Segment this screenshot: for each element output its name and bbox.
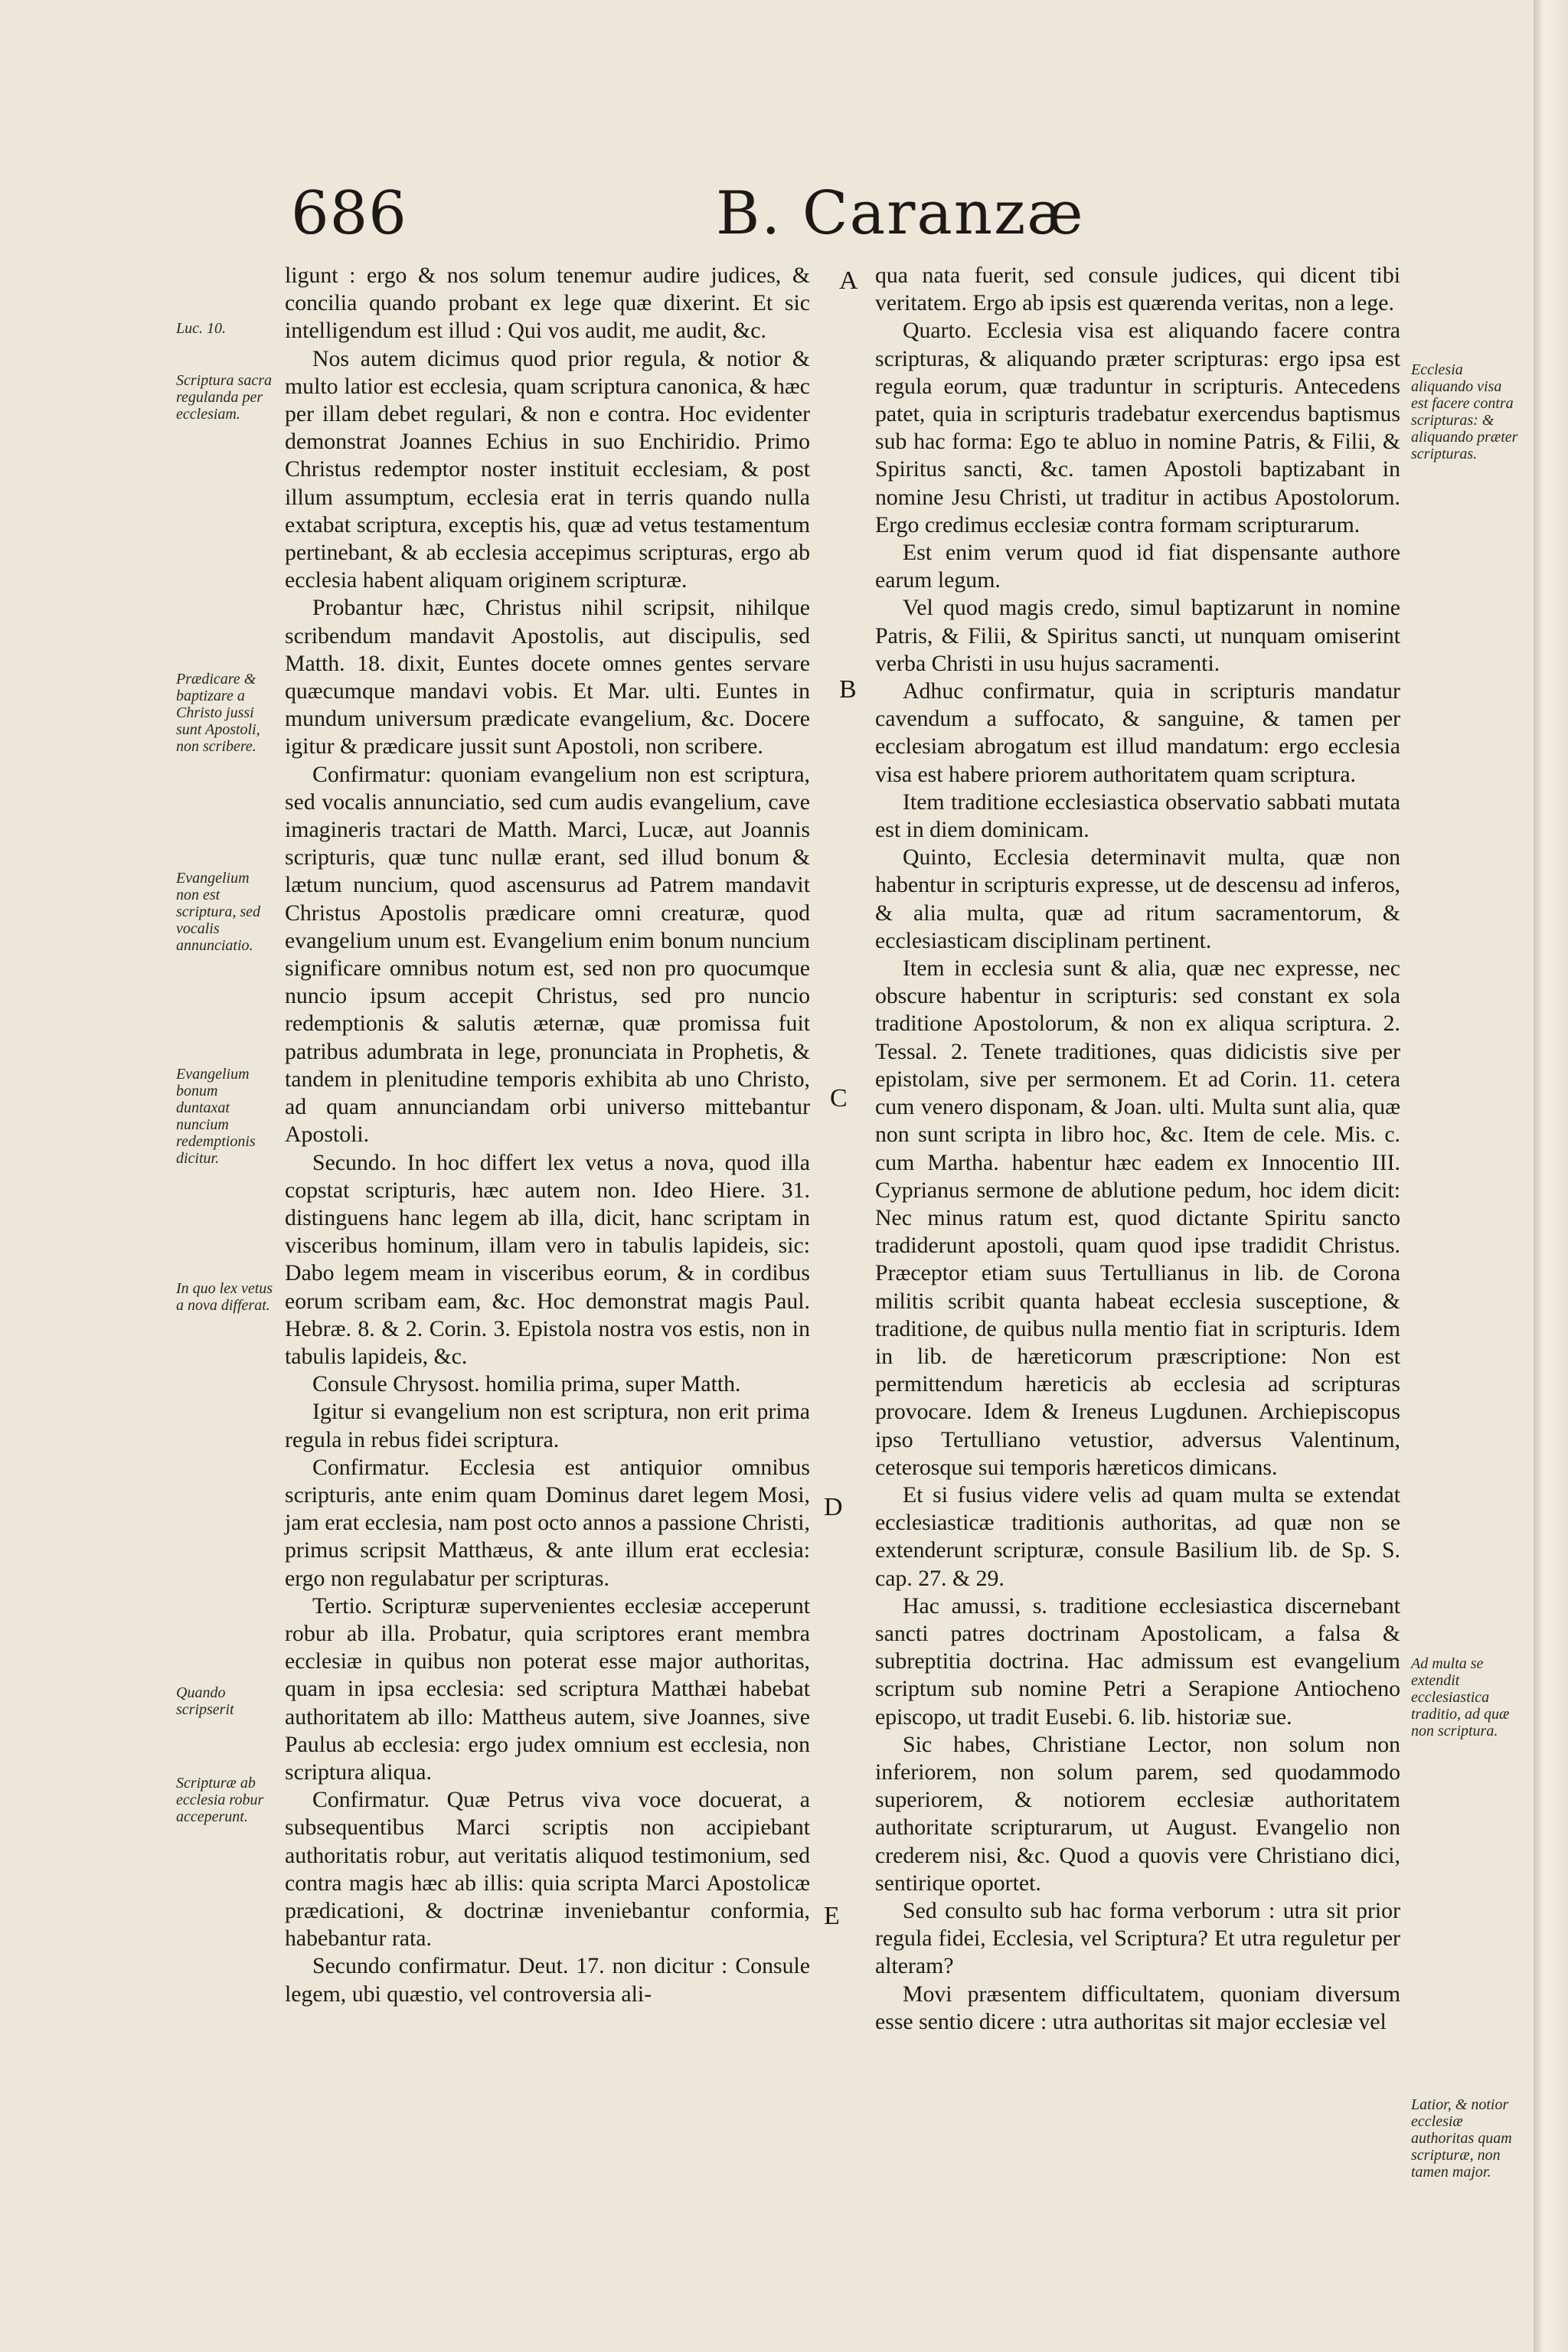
- paragraph: ligunt : ergo & nos solum tenemur audire judices, & concilia quando probant ex lege quæ dixerint. Et sic intelligendum est illud : Qui vos audit, me audit, &c.: [285, 263, 810, 344]
- paragraph: Sed consulto sub hac forma verborum : utra sit prior regula fidei, Ecclesia, vel Scriptura? Et utra reguletur per alteram?: [875, 1897, 1400, 1979]
- section-letter-a: A: [839, 266, 858, 295]
- margin-note: Ad multa se extendit ecclesiastica traditio, ad quæ non scriptura.: [1411, 1655, 1510, 1740]
- margin-note: Evangelium non est scriptura, sed vocalis annunciatio.: [176, 870, 260, 954]
- section-letter-b: B: [839, 675, 857, 704]
- paragraph: Igitur si evangelium non est scriptura, non erit prima regula in rebus fidei scriptura.: [285, 1399, 810, 1452]
- paragraph: qua nata fuerit, sed consule judices, qui dicent tibi veritatem. Ergo ab ipsis est quærenda veritas, non a lege.: [875, 263, 1400, 316]
- paragraph: Confirmatur. Quæ Petrus viva voce docuerat, a subsequentibus Marci scriptis non accipiebant authoritatis robur, aut veritatis aliquod testimonium, sed contra magis hæc ab illis: quia scripta Marci Apostolicæ prædicationi, & doctrinæ inveniebantur conformia, habebantur rata.: [285, 1787, 810, 1952]
- running-head: B. Caranzæ: [716, 179, 1085, 248]
- margin-note: Quando scripserit: [176, 1684, 234, 1718]
- margin-note: In quo lex vetus a nova differat.: [176, 1280, 273, 1314]
- section-letter-c: C: [830, 1084, 848, 1112]
- paragraph: Adhuc confirmatur, quia in scripturis mandatur cavendum a suffocato, & sanguine, & tamen per ecclesiam abrogatum est illud mandatum: ergo ecclesia visa est habere priorem authoritatem quam scriptura.: [875, 678, 1400, 787]
- paragraph: Item in ecclesia sunt & alia, quæ nec expresse, nec obscure habentur in scripturis: sed constant ex sola traditione Apostolorum, & non ex aliqua scriptura. 2. Tessal. 2. Tenete traditiones, quas didicistis sive per epistolam, sive per sermonem. Et ad Corin. 11. cetera cum venero disponam, & Joan. ulti. Multa sunt alia, quæ non sunt scripta in libro hoc, &c. Item de cele. Mis. c. cum Martha. habentur hæc eadem ex Innocentio III. Cyprianus sermone de ablutione pedum, hoc idem dicit: Nec minus ratum est, quod dictante Spiritu sancto tradiderunt apostoli, quam quod ipse tradidit Christus. Præceptor etiam suus Tertullianus in lib. de Corona militis scribit quanta habeat ecclesia susceptione, & traditione, de quibus nulla mentio fiat in scripturis. Idem in lib. de hæreticorum præscriptione: Non est permittendum hæreticis ab ecclesia ad scripturas provocare. Idem & Ireneus Lugdunen. Archiepiscopus ipso Tertulliano vetustior, adversus Valentinum, ceterosque sui temporis hæreticos dimicans.: [875, 956, 1400, 1480]
- margin-note: Prædicare & baptizare a Christo jussi sunt Apostoli, non scribere.: [176, 671, 260, 755]
- margin-note: Scriptura sacra regulanda per ecclesiam.: [176, 372, 272, 423]
- paragraph: Secundo confirmatur. Deut. 17. non dicitur : Consule legem, ubi quæstio, vel controversia ali-: [285, 1953, 810, 2007]
- margin-note: Evangelium bonum duntaxat nuncium redemptionis dicitur.: [176, 1066, 256, 1167]
- paragraph: Confirmatur. Ecclesia est antiquior omnibus scripturis, ante enim quam Dominus daret legem Mosi, jam erat ecclesia, nam post octo annos a passione Christi, primus scripsit Matthæus, & ante illum erat ecclesia: ergo non regulabatur per scripturas.: [285, 1454, 810, 1591]
- paragraph: Item traditione ecclesiastica observatio sabbati mutata est in diem dominicam.: [875, 789, 1400, 843]
- margin-note: Luc. 10.: [176, 320, 226, 337]
- margin-note: Ecclesia aliquando visa est facere contra scripturas: & aliquando præter scripturas.: [1411, 361, 1518, 462]
- paragraph: Probantur hæc, Christus nihil scripsit, nihilque scribendum mandavit Apostolis, aut discipulis, sed Matth. 18. dixit, Euntes docete omnes gentes servare quæcumque mandavi vobis. Et Mar. ulti. Euntes in mundum universum prædicate evangelium, &c. Docere igitur & prædicare jussit sunt Apostoli, non scribere.: [285, 595, 810, 760]
- page-number: 686: [291, 179, 407, 248]
- section-letter-d: D: [824, 1493, 843, 1521]
- margin-note: Latior, & notior ecclesiæ authoritas quam scripturæ, non tamen major.: [1411, 2096, 1512, 2180]
- binding-gutter: [1534, 0, 1568, 2352]
- paragraph: Et si fusius videre velis ad quam multa se extendat ecclesiasticæ traditionis authoritas, ad quæ non se extenderunt scripturæ, consule Basilium lib. de Sp. S. cap. 27. & 29.: [875, 1481, 1400, 1591]
- margin-note: Scripturæ ab ecclesia robur acceperunt.: [176, 1775, 264, 1825]
- paragraph: Confirmatur: quoniam evangelium non est scriptura, sed vocalis annunciatio, sed cum audis evangelium, cave imagineris tractari de Matth. Marci, Lucæ, aut Joannis scripturis, quæ tunc nullæ erant, sed illud bonum & lætum nuncium, quod ascensurus ad Patrem mandavit Christus Apostolis prædicare omni creaturæ, quod evangelium unum est. Evangelium enim bonum nuncium significare omnibus notum est, sed non pro quocumque nuncio ipsum accepit Christus, sed pro nuncio redemptionis & salutis æternæ, quæ promissa fuit patribus adumbrata in lege, pronunciata in Prophetis, & tandem in plenitudine temporis exhibita ab uno Christo, ad quam annunciandam orbi universo mittebantur Apostoli.: [285, 761, 810, 1148]
- right-column: [875, 262, 1400, 2036]
- paragraph: Movi præsentem difficultatem, quoniam diversum esse sentio dicere : utra authoritas sit major ecclesiæ vel: [875, 1981, 1400, 2034]
- paragraph: Consule Chrysost. homilia prima, super Matth.: [312, 1371, 741, 1397]
- paragraph: Est enim verum quod id fiat dispensante authore earum legum.: [875, 540, 1400, 593]
- paragraph: Vel quod magis credo, simul baptizarunt in nomine Patris, & Filii, & Spiritus sancti, ut nunquam omiserint verba Christi in usu hujus sacramenti.: [875, 595, 1400, 676]
- paragraph: Nos autem dicimus quod prior regula, & notior & multo latior est ecclesia, quam scriptura canonica, & hæc per illam debet regulari, & non e contra. Hoc evidenter demonstrat Joannes Echius in suo Enchiridio. Primo Christus redemptor noster instituit ecclesiam, & post illum assumptum, ecclesia erat in terris quando nulla extabat scriptura, exceptis his, quæ ad vetus testamentum pertinebant, & ab ecclesia accepimus scripturas, ergo ab ecclesia habent aliquam originem scripturæ.: [285, 345, 810, 593]
- paragraph: Tertio. Scripturæ supervenientes ecclesiæ acceperunt robur ab illa. Probatur, quia scriptores erant membra ecclesiæ in quibus non poterat esse major authoritas, quam in ipsa ecclesia: sed scriptura Matthæi habebat authoritatem ab illo: Mattheus autem, sive Joannes, sive Paulus ab ecclesia: ergo judex omnium est ecclesia, non scriptura aliqua.: [285, 1592, 810, 1785]
- paragraph: Quarto. Ecclesia visa est aliquando facere contra scripturas, & aliquando præter scripturas: ergo ipsa est regula eorum, quæ traduntur in scripturis. Antecedens patet, quia in scripturis tradebatur exercendus baptismus sub hac forma: Ego te abluo in nomine Patris, & Filii, & Spiritus sancti, &c. tamen Apostoli baptizabant in nomine Jesu Christi, ut traditur in actibus Apostolorum. Ergo credimus ecclesiæ contra formam scripturarum.: [875, 318, 1400, 537]
- paragraph: Quinto, Ecclesia determinavit multa, quæ non habentur in scripturis expresse, ut de descensu ad inferos, & alia multa, quæ ad ritum sacramentorum, & ecclesiasticam disciplinam pertinent.: [875, 844, 1400, 953]
- left-column: [285, 262, 810, 2008]
- paragraph: Secundo. In hoc differt lex vetus a nova, quod illa copstat scripturis, hæc autem non. Ideo Hiere. 31. distinguens hanc legem ab illa, dicit, hanc scriptam in visceribus hominum, illam vero in tabulis lapideis, sic: Dabo legem meam in visceribus eorum, & in cordibus eorum scribam eam, &c. Hoc demonstrat magis Paul. Hebræ. 8. & 2. Corin. 3. Epistola nostra vos estis, non in tabulis lapideis, &c.: [285, 1149, 810, 1369]
- paragraph: Hac amussi, s. traditione ecclesiastica discernebant sancti patres doctrinam Apostolicam, a falsa & subreptitia doctrina. Hac admissum est evangelium scriptum sub nomine Petri a Serapione Antiocheno episcopo, ut tradit Eusebi. 6. lib. historiæ sue.: [875, 1592, 1400, 1730]
- section-letter-e: E: [824, 1902, 840, 1930]
- paragraph: Sic habes, Christiane Lector, non solum non inferiorem, non solum parem, sed quodammodo superiorem, & notiorem ecclesiæ authoritatem authoritate scripturarum, ut August. Evangelio non crederem nisi, &c. Quod a quovis vere Christiano dici, sentirique oportet.: [875, 1731, 1400, 1896]
